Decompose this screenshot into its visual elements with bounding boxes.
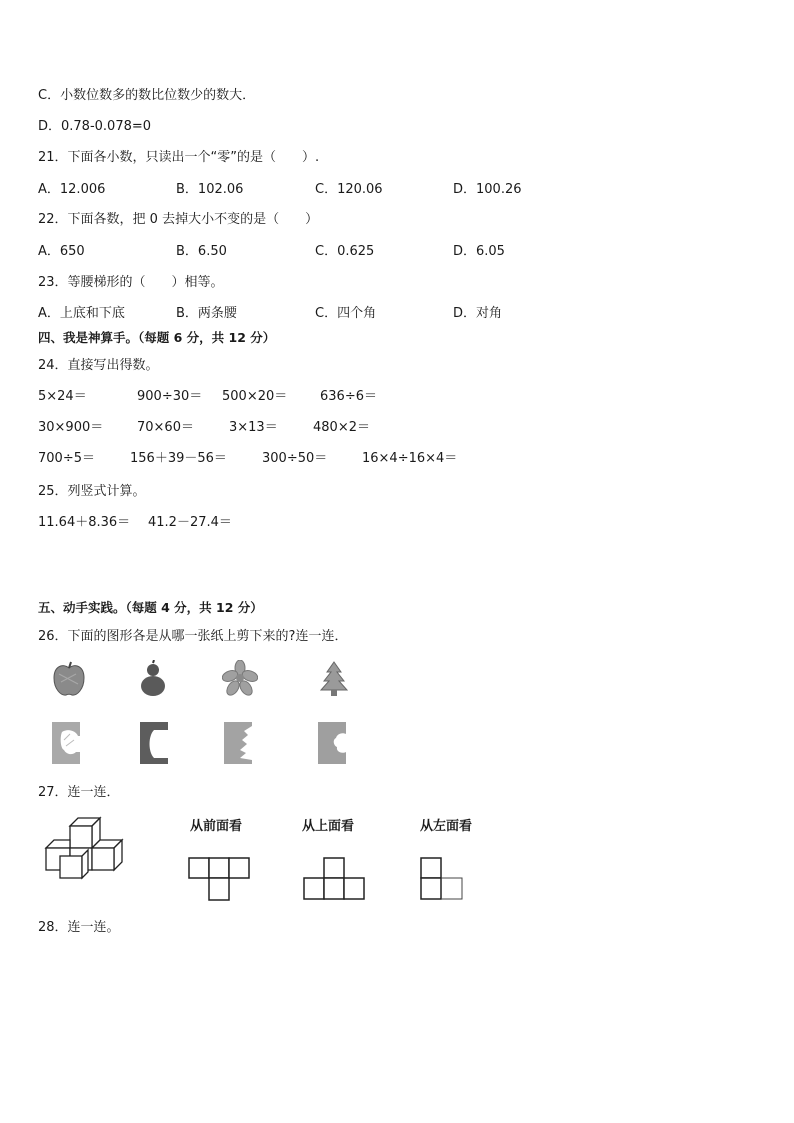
- q22-stem: 22．下面各数，把 0 去掉大小不变的是（ ）: [38, 212, 319, 227]
- q24-item: 3×13＝: [229, 420, 278, 435]
- tree-icon: [318, 660, 350, 698]
- cutout-paper-3: [224, 722, 252, 764]
- q25-item: 41.2－27.4＝: [148, 515, 232, 530]
- flower-icon: [222, 660, 258, 696]
- q22-option-a: A．650: [38, 244, 85, 259]
- q20-option-c: C．小数位数多的数比位数少的数大．: [38, 88, 256, 103]
- q24-stem: 24．直接写出得数。: [38, 358, 159, 373]
- q21-option-b: B．102.06: [176, 182, 244, 197]
- q24-item: 5×24＝: [38, 389, 87, 404]
- q23-option-c: C．四个角: [315, 306, 377, 321]
- q23-option-d: D．对角: [453, 306, 503, 321]
- view-front-diagram: [188, 856, 250, 902]
- section-5-title: 五、动手实践。（每题 4 分，共 12 分）: [38, 600, 263, 615]
- q26-stem: 26．下面的图形各是从哪一张纸上剪下来的?连一连．: [38, 629, 348, 644]
- cutout-paper-4: [318, 722, 346, 764]
- section-4-title: 四、我是神算手。（每题 6 分，共 12 分）: [38, 330, 276, 345]
- q24-item: 480×2＝: [313, 420, 370, 435]
- view-label-left: 从左面看: [420, 819, 473, 834]
- cube-stack-figure: [42, 812, 138, 884]
- apple-icon: [50, 660, 88, 698]
- view-label-top: 从上面看: [302, 819, 355, 834]
- q23-option-b: B．两条腰: [176, 306, 237, 321]
- view-label-front: 从前面看: [190, 819, 243, 834]
- q22-option-b: B．6.50: [176, 244, 227, 259]
- q24-item: 70×60＝: [137, 420, 194, 435]
- q24-item: 16×4÷16×4＝: [362, 451, 458, 466]
- q20-option-d: D．0.78-0.078=0: [38, 119, 152, 134]
- q24-item: 900÷30＝: [137, 389, 203, 404]
- q23-stem: 23．等腰梯形的（ ）相等。: [38, 275, 224, 290]
- q24-item: 30×900＝: [38, 420, 104, 435]
- q27-stem: 27．连一连．: [38, 785, 120, 800]
- q21-option-c: C．120.06: [315, 182, 383, 197]
- q21-option-d: D．100.26: [453, 182, 522, 197]
- cutout-paper-2: [140, 722, 168, 764]
- q28-stem: 28．连一连。: [38, 920, 120, 935]
- q24-item: 156＋39－56＝: [130, 451, 227, 466]
- q22-option-c: C．0.625: [315, 244, 375, 259]
- cutout-paper-1: [52, 722, 80, 764]
- gourd-icon: [137, 660, 169, 698]
- q24-item: 300÷50＝: [262, 451, 328, 466]
- q21-stem: 21．下面各小数，只读出一个“零”的是（ ）.: [38, 150, 320, 165]
- q23-option-a: A．上底和下底: [38, 306, 125, 321]
- q24-item: 700÷5＝: [38, 451, 95, 466]
- q22-option-d: D．6.05: [453, 244, 505, 259]
- q24-item: 636÷6＝: [320, 389, 377, 404]
- view-top-diagram: [303, 856, 367, 902]
- q25-item: 11.64＋8.36＝: [38, 515, 131, 530]
- q24-item: 500×20＝: [222, 389, 288, 404]
- view-left-diagram: [420, 856, 466, 902]
- q21-option-a: A．12.006: [38, 182, 106, 197]
- q25-stem: 25．列竖式计算。: [38, 484, 146, 499]
